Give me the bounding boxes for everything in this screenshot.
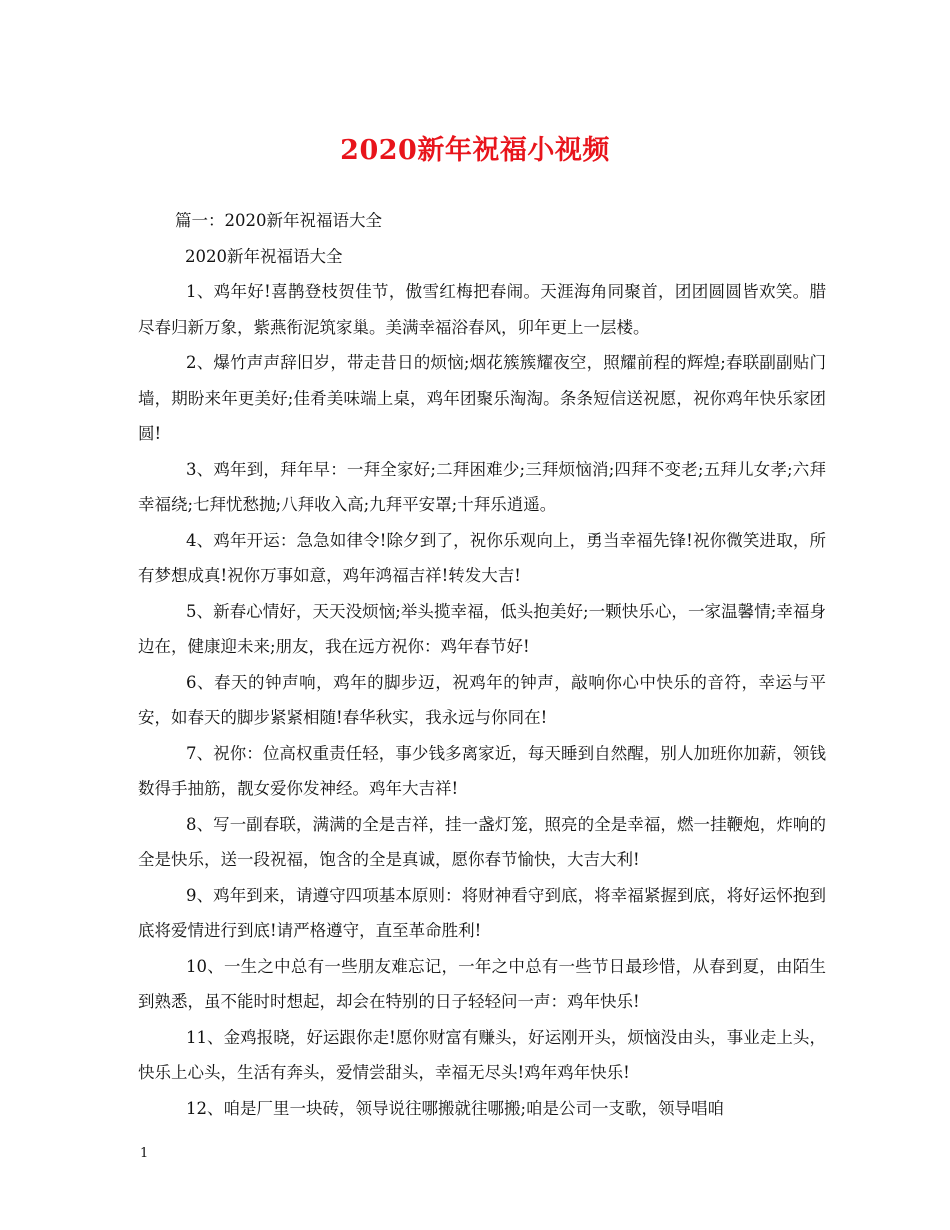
section-heading: 篇一：2020新年祝福语大全 [175,211,382,230]
paragraph-12: 12、咱是厂里一块砖，领导说往哪搬就往哪搬;咱是公司一支歌，领导唱咱 [186,1098,725,1118]
paragraph-2: 2、爆竹声声辞旧岁，带走昔日的烦恼;烟花簇簇耀夜空，照耀前程的辉煌;春联副副贴门墙，期盼来年更美好;佳肴美味端上桌，鸡年团聚乐淘淘。条条短信送祝愿，祝你鸡年快乐家团圆! [138,353,826,443]
document-body [138,203,826,1126]
paragraph-5: 5、新春心情好，天天没烦恼;举头揽幸福，低头抱美好;一颗快乐心，一家温馨情;幸福身边在，健康迎未来;朋友，我在远方祝你：鸡年春节好! [138,601,826,656]
paragraph-10: 10、一生之中总有一些朋友难忘记，一年之中总有一些节日最珍惜，从春到夏，由陌生到熟悉，虽不能时时想起，却会在特别的日子轻轻问一声：鸡年快乐! [138,956,826,1011]
paragraph-8: 8、写一副春联，满满的全是吉祥，挂一盏灯笼，照亮的全是幸福，燃一挂鞭炮，炸响的全是快乐，送一段祝福，饱含的全是真诚，愿你春节愉快，大吉大利! [138,814,826,869]
paragraph-3: 3、鸡年到，拜年早：一拜全家好;二拜困难少;三拜烦恼消;四拜不变老;五拜儿女孝;六拜幸福绕;七拜忧愁抛;八拜收入高;九拜平安罩;十拜乐逍遥。 [138,459,826,514]
paragraph-7: 7、祝你：位高权重责任轻，事少钱多离家近，每天睡到自然醒，别人加班你加薪，领钱数得手抽筋，靓女爱你发神经。鸡年大吉祥! [138,743,826,798]
document-title: 2020新年祝福小视频 [340,135,610,166]
paragraph-6: 6、春天的钟声响，鸡年的脚步迈，祝鸡年的钟声，敲响你心中快乐的音符，幸运与平安，如春天的脚步紧紧相随!春华秋实，我永远与你同在! [138,672,826,727]
page-number: 1 [140,1146,149,1161]
subsection-heading: 2020新年祝福语大全 [185,246,343,266]
paragraph-9: 9、鸡年到来，请遵守四项基本原则：将财神看守到底，将幸福紧握到底，将好运怀抱到底将爱情进行到底!请严格遵守，直至革命胜利! [138,885,826,940]
paragraph-1: 1、鸡年好!喜鹊登枝贺佳节，傲雪红梅把春闹。天涯海角同聚首，团团圆圆皆欢笑。腊尽春归新万象，紫燕衔泥筑家巢。美满幸福浴春风，卯年更上一层楼。 [138,282,826,337]
paragraph-11: 11、金鸡报晓，好运跟你走!愿你财富有赚头，好运刚开头，烦恼没由头，事业走上头，快乐上心头，生活有奔头，爱情尝甜头，幸福无尽头!鸡年鸡年快乐! [138,1027,826,1082]
paragraph-4: 4、鸡年开运：急急如律令!除夕到了，祝你乐观向上，勇当幸福先锋!祝你微笑进取，所有梦想成真!祝你万事如意，鸡年鸿福吉祥!转发大吉! [138,530,826,585]
